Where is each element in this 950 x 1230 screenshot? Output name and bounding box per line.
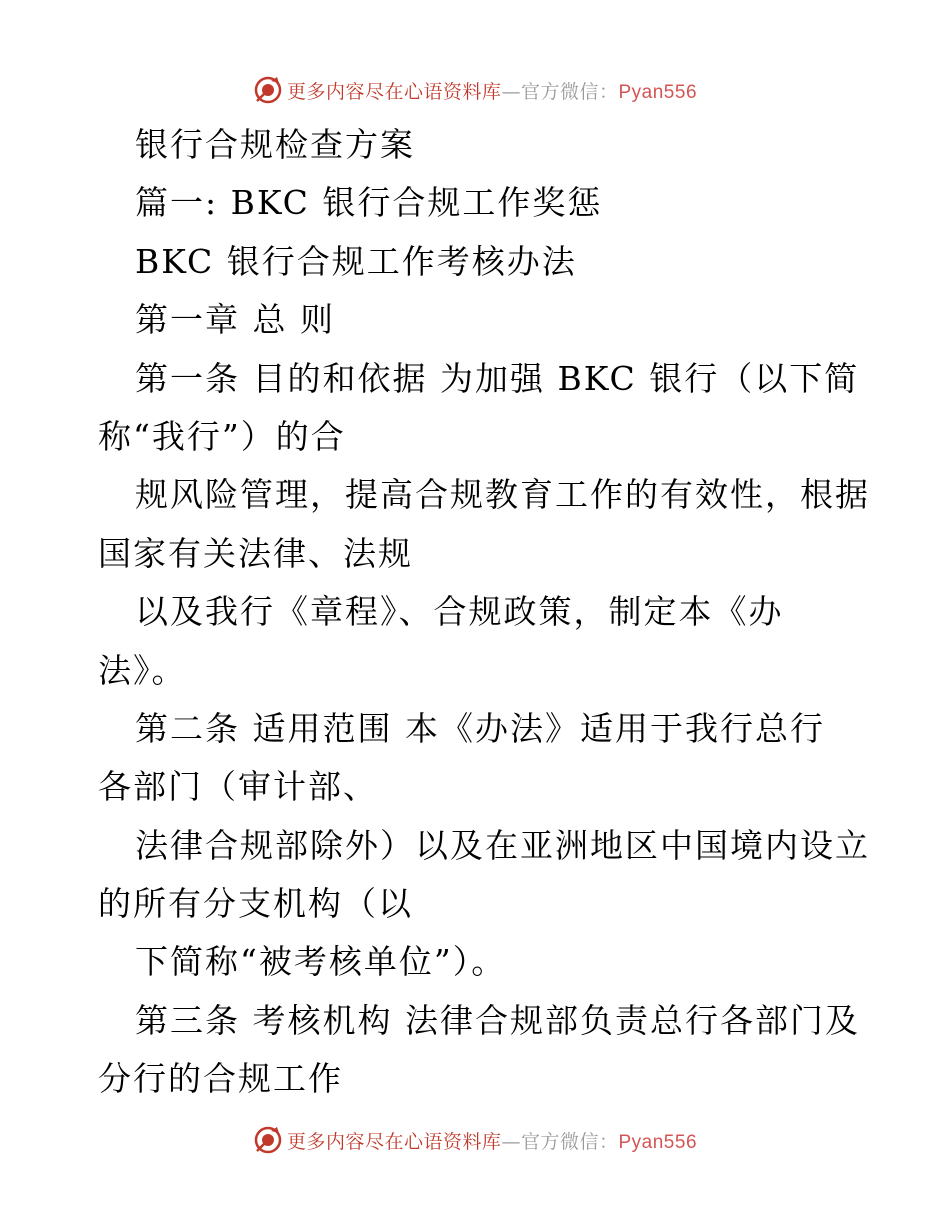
document-body bbox=[98, 116, 870, 1109]
watermark-account: Pyan556 bbox=[618, 81, 698, 103]
watermark-dash: — bbox=[501, 1130, 521, 1153]
doc-line: BKC 银行合规工作考核办法 bbox=[135, 241, 577, 281]
header-watermark bbox=[0, 70, 950, 110]
watermark-text bbox=[287, 77, 697, 104]
logo-icon bbox=[253, 1125, 283, 1155]
watermark-dash: — bbox=[501, 80, 521, 103]
watermark-main: 更多内容尽在心语资料库 bbox=[286, 1130, 502, 1153]
doc-line: 分行的合规工作 bbox=[98, 1059, 343, 1099]
doc-line: 第一条 目的和依据 为加强 BKC 银行（以下简 bbox=[135, 358, 860, 398]
doc-line: 第三条 考核机构 法律合规部负责总行各部门及 bbox=[135, 1000, 860, 1040]
logo-icon bbox=[253, 75, 283, 105]
doc-line: 称“我行”）的合 bbox=[98, 416, 346, 456]
watermark-label: 官方微信： bbox=[520, 1130, 619, 1153]
doc-line: 各部门（审计部、 bbox=[98, 767, 378, 807]
doc-line: 法律合规部除外）以及在亚洲地区中国境内设立 bbox=[135, 825, 870, 865]
watermark-account: Pyan556 bbox=[618, 1131, 698, 1153]
doc-line: 规风险管理，提高合规教育工作的有效性，根据 bbox=[135, 475, 870, 515]
doc-title: 银行合规检查方案 bbox=[135, 125, 415, 164]
doc-line: 篇一: BKC 银行合规工作奖惩 bbox=[135, 183, 603, 223]
doc-line: 法》。 bbox=[98, 650, 187, 690]
doc-line: 以及我行《章程》、合规政策，制定本《办 bbox=[135, 592, 784, 632]
chapter-heading: 第一章 总 则 bbox=[135, 300, 335, 340]
watermark-main: 更多内容尽在心语资料库 bbox=[286, 80, 502, 103]
doc-line: 下简称“被考核单位”）。 bbox=[135, 942, 507, 982]
watermark-text bbox=[287, 1127, 697, 1154]
footer-watermark bbox=[0, 1120, 950, 1160]
doc-line: 国家有关法律、法规 bbox=[98, 533, 413, 573]
watermark-label: 官方微信： bbox=[520, 80, 619, 103]
doc-line: 的所有分支机构（以 bbox=[98, 884, 413, 924]
doc-line: 第二条 适用范围 本《办法》适用于我行总行 bbox=[135, 708, 825, 748]
